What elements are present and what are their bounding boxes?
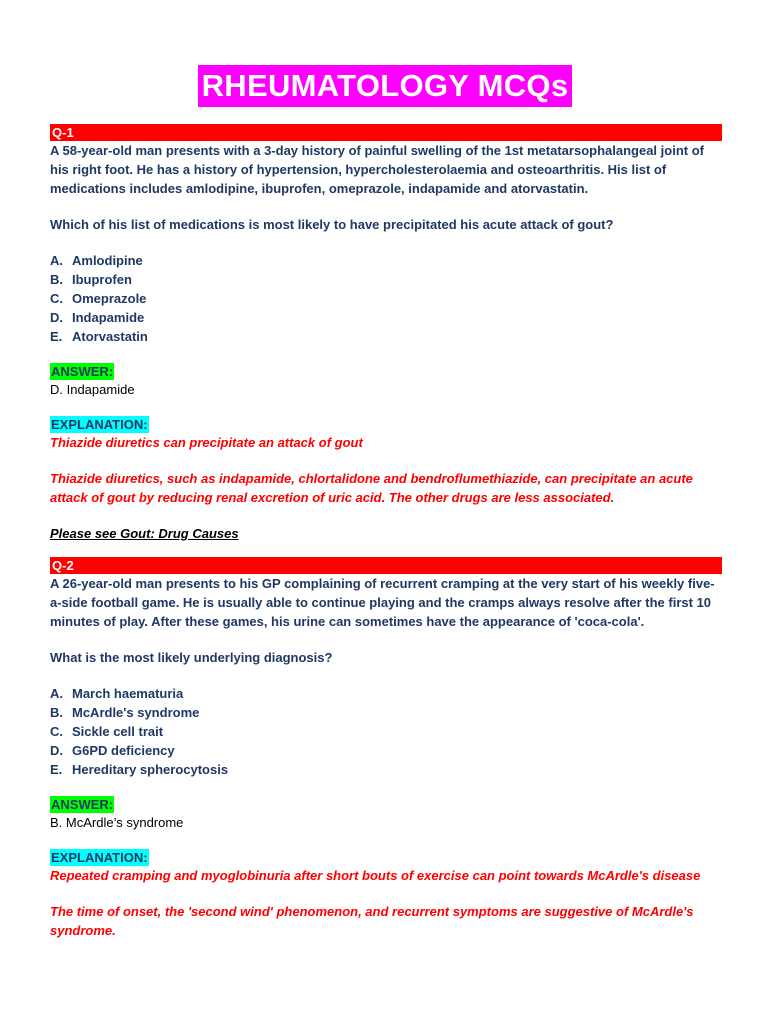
- option-a: A. Amlodipine: [50, 253, 143, 268]
- option-a: A. March haematuria: [50, 686, 184, 701]
- explanation-detail: Thiazide diuretics, such as indapamide, chlortalidone and bendroflumethiazide, can precipitate an acute attack of gout by reducing renal excretion of uric acid. The other drugs are less associated.: [50, 471, 693, 505]
- see-also-link[interactable]: Please see Gout: Drug Causes: [50, 526, 239, 541]
- answer-text: D. Indapamide: [50, 382, 135, 397]
- explanation-summary: Thiazide diuretics can precipitate an attack of gout: [50, 435, 363, 450]
- answer-label: ANSWER:: [51, 797, 114, 812]
- option-e: E. Hereditary spherocytosis: [50, 762, 229, 777]
- question-stem: A 26-year-old man presents to his GP complaining of recurrent cramping at the very start of his weekly five-a-side football game. He is usually able to continue playing and the cramps always resolve after the first 10 minutes of play. After these games, his urine can sometimes have the appearance of 'coca-cola'.: [50, 576, 715, 629]
- question-2: [50, 557, 720, 940]
- option-d: D. Indapamide: [50, 310, 145, 325]
- option-d: D. G6PD deficiency: [50, 743, 175, 758]
- explanation-summary: Repeated cramping and myoglobinuria after short bouts of exercise can point towards McArdle's disease: [50, 868, 701, 883]
- explanation-detail: The time of onset, the 'second wind' phenomenon, and recurrent symptoms are suggestive of McArdle's syndrome.: [50, 904, 694, 938]
- question-label-bar: Q-2: [50, 557, 722, 574]
- answer-text: B. McArdle’s syndrome: [50, 815, 184, 830]
- question-1: [50, 124, 720, 543]
- title-wrap: [50, 65, 720, 110]
- options-list: [50, 684, 720, 779]
- question-prompt: Which of his list of medications is most likely to have precipitated his acute attack of gout?: [50, 217, 614, 232]
- explanation-label: EXPLANATION:: [51, 417, 148, 432]
- options-list: [50, 251, 720, 346]
- document-page: [50, 0, 720, 940]
- option-b: B. McArdle's syndrome: [50, 705, 200, 720]
- option-b: B. Ibuprofen: [50, 272, 132, 287]
- question-prompt: What is the most likely underlying diagnosis?: [50, 650, 333, 665]
- option-c: C. Omeprazole: [50, 291, 147, 306]
- explanation-label: EXPLANATION:: [51, 850, 148, 865]
- question-label-bar: Q-1: [50, 124, 722, 141]
- answer-label: ANSWER:: [51, 364, 114, 379]
- option-e: E. Atorvastatin: [50, 329, 148, 344]
- question-stem: A 58-year-old man presents with a 3-day history of painful swelling of the 1st metatarsophalangeal joint of his right foot. He has a history of hypertension, hypercholesterolaemia and osteoarthritis. His list of medications includes amlodipine, ibuprofen, omeprazole, indapamide and atorvastatin.: [50, 143, 704, 196]
- option-c: C. Sickle cell trait: [50, 724, 164, 739]
- page-title: RHEUMATOLOGY MCQs: [198, 65, 573, 107]
